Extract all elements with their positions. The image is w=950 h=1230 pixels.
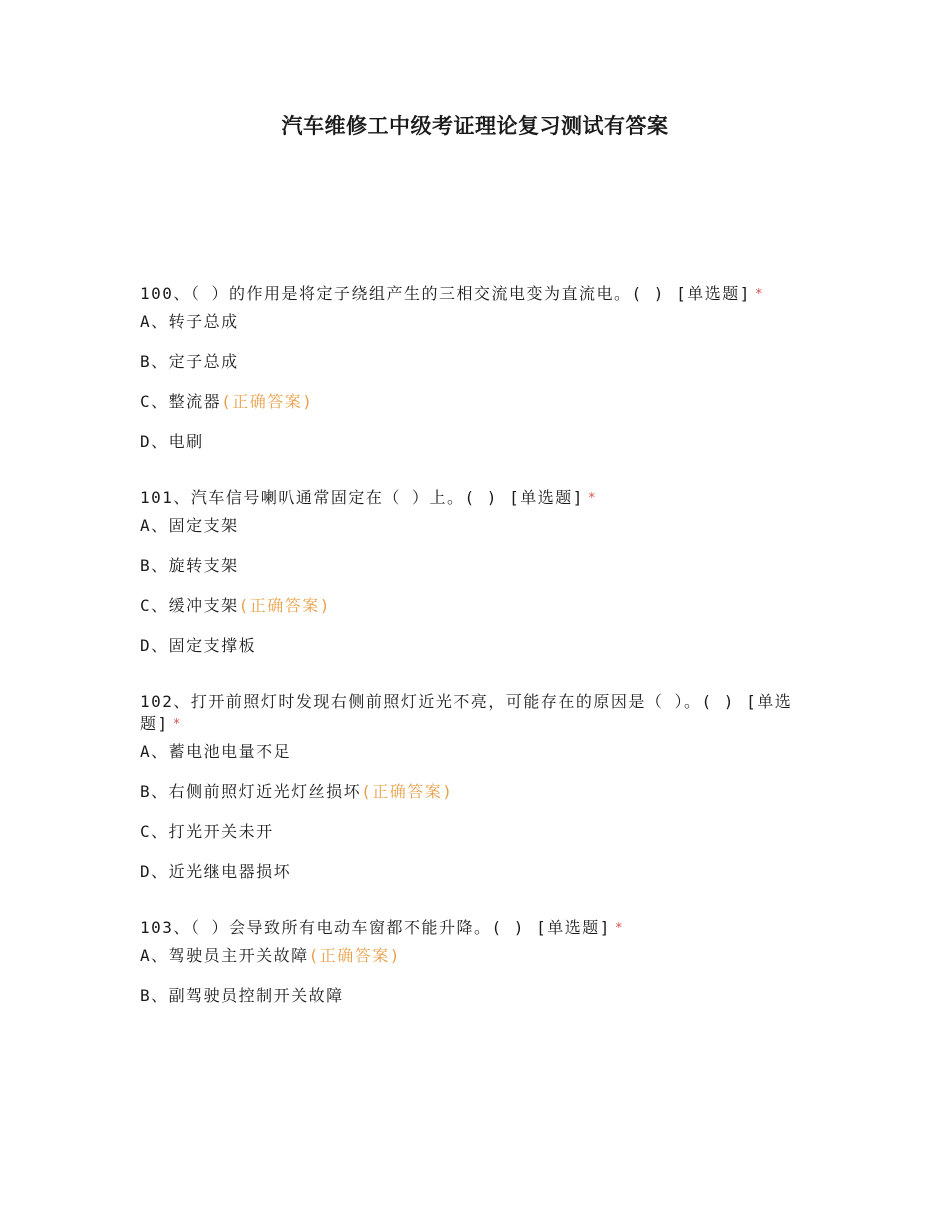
- option-label: A、固定支架: [140, 516, 239, 535]
- question-item: [140, 691, 820, 883]
- question-item: [140, 917, 820, 1007]
- document-title: 汽车维修工中级考证理论复习测试有答案: [281, 113, 669, 138]
- question-text: [140, 917, 820, 940]
- question-stem: 102、打开前照灯时发现右侧前照灯近光不亮，可能存在的原因是（ ）。( ) [单选题]: [140, 692, 793, 733]
- answer-option[interactable]: [140, 781, 820, 803]
- correct-answer-tag: (正确答案): [308, 946, 401, 965]
- answer-option[interactable]: [140, 431, 820, 453]
- question-list: [140, 283, 820, 1041]
- option-label: B、旋转支架: [140, 556, 239, 575]
- answer-option[interactable]: [140, 595, 820, 617]
- question-stem: 100、（ ）的作用是将定子绕组产生的三相交流电变为直流电。( ) [单选题]: [140, 284, 751, 303]
- question-text: [140, 487, 820, 510]
- question-stem: 103、（ ）会导致所有电动车窗都不能升降。( ) [单选题]: [140, 918, 611, 937]
- option-label: A、转子总成: [140, 312, 239, 331]
- question-item: [140, 487, 820, 657]
- correct-answer-tag: (正确答案): [238, 596, 331, 615]
- option-label: C、打光开关未开: [140, 822, 274, 841]
- question-text: [140, 691, 820, 736]
- option-label: C、缓冲支架: [140, 596, 239, 615]
- answer-option[interactable]: [140, 985, 820, 1007]
- answer-option[interactable]: [140, 821, 820, 843]
- option-label: A、蓄电池电量不足: [140, 742, 292, 761]
- option-label: D、近光继电器损坏: [140, 862, 292, 881]
- answer-option[interactable]: [140, 945, 820, 967]
- answer-option[interactable]: [140, 555, 820, 577]
- answer-option[interactable]: [140, 741, 820, 763]
- question-stem: 101、汽车信号喇叭通常固定在（ ）上。( ) [单选题]: [140, 488, 584, 507]
- correct-answer-tag: (正确答案): [361, 782, 454, 801]
- required-star-icon: *: [754, 287, 765, 302]
- option-label: C、整流器: [140, 392, 222, 411]
- option-label: A、驾驶员主开关故障: [140, 946, 309, 965]
- correct-answer-tag: (正确答案): [221, 392, 314, 411]
- answer-option[interactable]: [140, 391, 820, 413]
- required-star-icon: *: [587, 491, 598, 506]
- option-label: B、右侧前照灯近光灯丝损坏: [140, 782, 362, 801]
- answer-option[interactable]: [140, 635, 820, 657]
- question-item: [140, 283, 820, 453]
- option-label: B、副驾驶员控制开关故障: [140, 986, 344, 1005]
- answer-option[interactable]: [140, 515, 820, 537]
- option-label: D、电刷: [140, 432, 204, 451]
- required-star-icon: *: [614, 921, 625, 936]
- option-label: D、固定支撑板: [140, 636, 257, 655]
- question-text: [140, 283, 820, 306]
- answer-option[interactable]: [140, 311, 820, 333]
- required-star-icon: *: [172, 717, 182, 732]
- answer-option[interactable]: [140, 861, 820, 883]
- answer-option[interactable]: [140, 351, 820, 373]
- option-label: B、定子总成: [140, 352, 239, 371]
